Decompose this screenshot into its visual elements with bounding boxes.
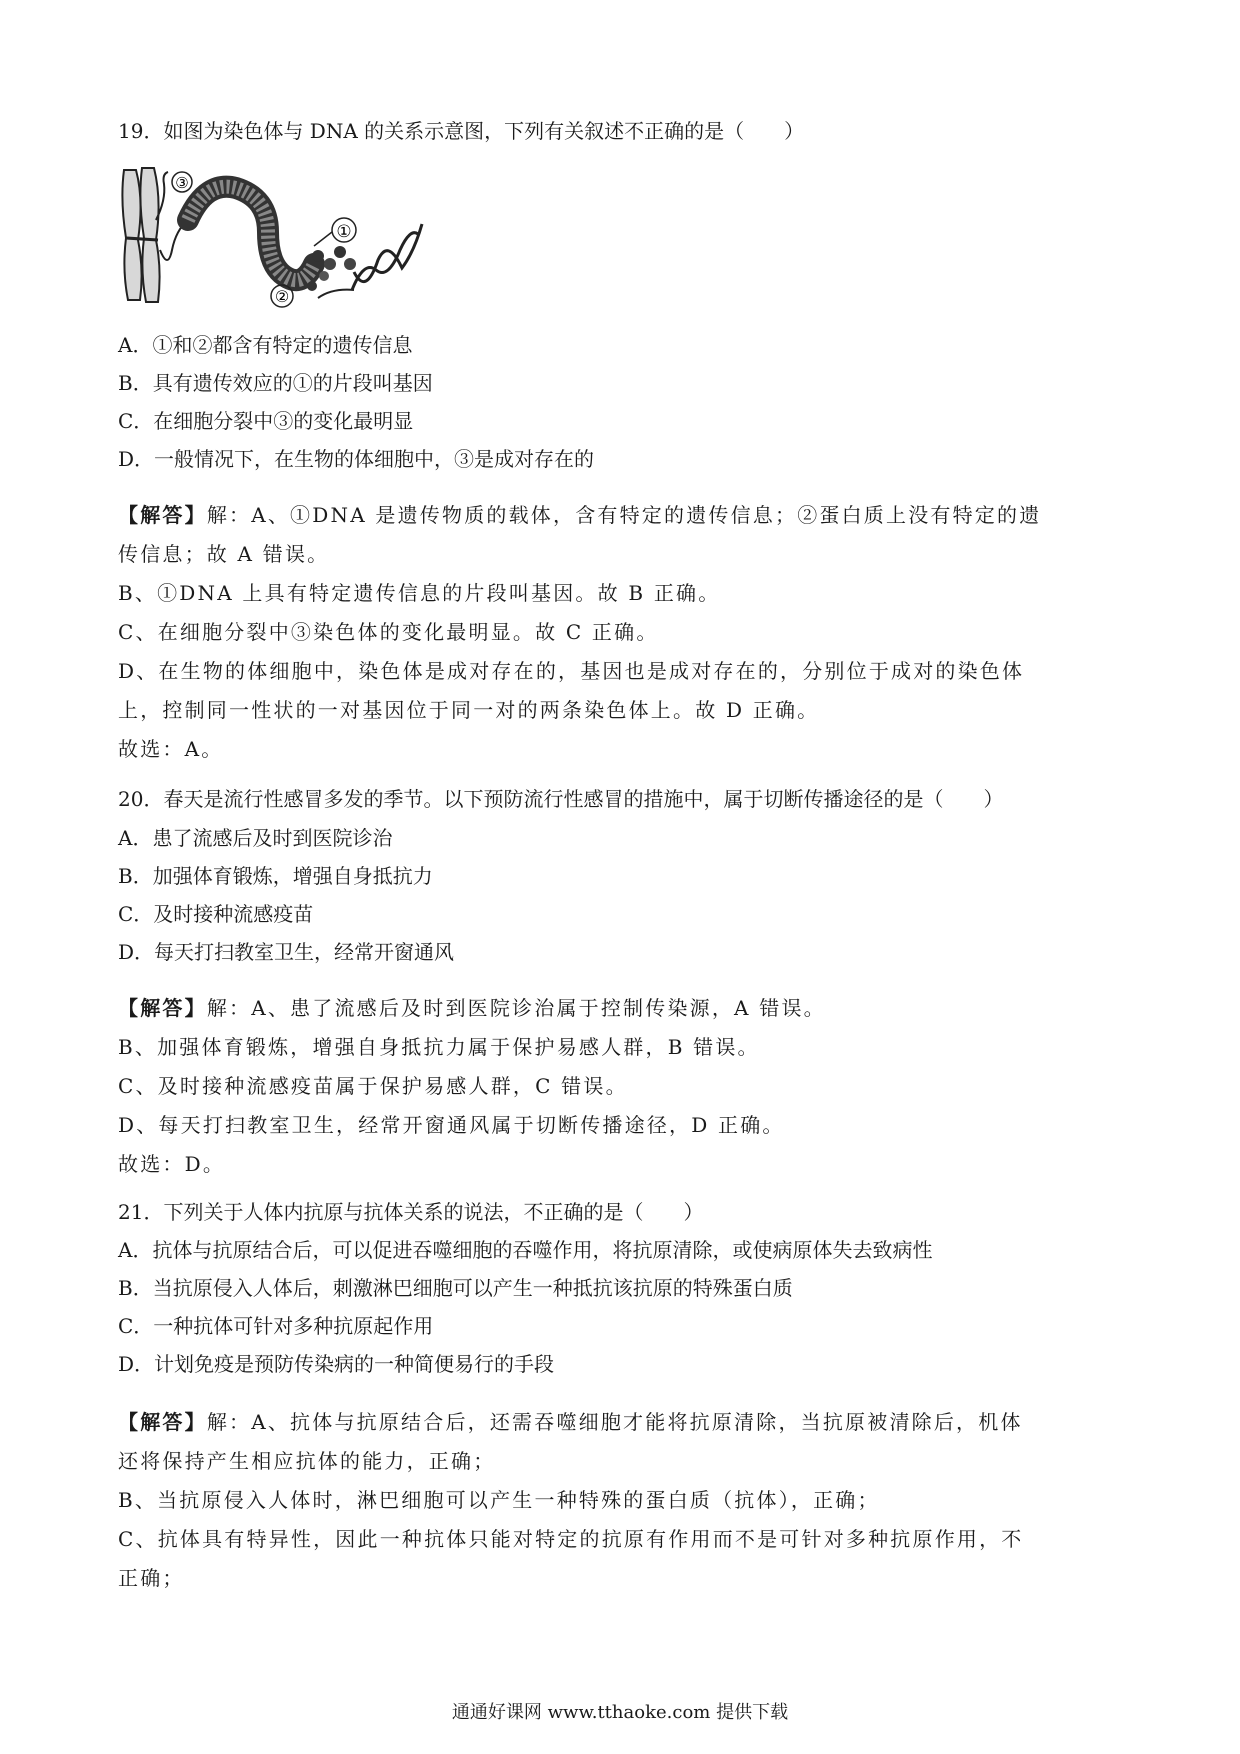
answer-label: 【解答】 [118, 1410, 207, 1434]
question-20-option-c: C．及时接种流感疫苗 [118, 902, 314, 926]
question-19-stem: 19．如图为染色体与 DNA 的关系示意图，下列有关叙述不正确的是（ ） [118, 119, 805, 143]
figure-label-1: ① [336, 222, 352, 242]
question-21-answer-line-2: 还将保持产生相应抗体的能力，正确； [118, 1449, 496, 1473]
question-21-option-a: A．抗体与抗原结合后，可以促进吞噬细胞的吞噬作用，将抗原清除，或使病原体失去致病性 [118, 1238, 933, 1262]
question-20-option-d: D．每天打扫教室卫生，经常开窗通风 [118, 940, 455, 964]
question-19-answer-line-6: 上，控制同一性状的一对基因位于同一对的两条染色体上。故 D 正确。 [118, 698, 820, 722]
question-19-option-b: B．具有遗传效应的①的片段叫基因 [118, 371, 433, 395]
question-21-option-c: C．一种抗体可针对多种抗原起作用 [118, 1314, 434, 1338]
question-19-answer-line-1: 【解答】解：A、①DNA 是遗传物质的载体，含有特定的遗传信息；②蛋白质上没有特定的遗 [118, 503, 1042, 527]
question-20-answer-line-5: 故选：D。 [118, 1152, 226, 1176]
question-20-option-b: B．加强体育锻炼，增强自身抵抗力 [118, 864, 433, 888]
question-19-option-a: A．①和②都含有特定的遗传信息 [118, 333, 413, 357]
question-21-option-b: B．当抗原侵入人体后，刺激淋巴细胞可以产生一种抵抗该抗原的特殊蛋白质 [118, 1276, 793, 1300]
page-footer: 通通好课网 www.tthaoke.com 提供下载 [451, 1702, 789, 1723]
question-20-answer-line-4: D、每天打扫教室卫生，经常开窗通风属于切断传播途径，D 正确。 [118, 1113, 785, 1137]
question-19-option-d: D．一般情况下，在生物的体细胞中，③是成对存在的 [118, 447, 595, 471]
answer-label: 【解答】 [118, 996, 207, 1020]
question-19-answer-line-4: C、在细胞分裂中③染色体的变化最明显。故 C 正确。 [118, 620, 659, 644]
question-21-stem: 21．下列关于人体内抗原与抗体关系的说法，不正确的是（ ） [118, 1200, 704, 1224]
question-19-answer-line-3: B、①DNA 上具有特定遗传信息的片段叫基因。故 B 正确。 [118, 581, 721, 605]
chromosome-dna-diagram [118, 160, 438, 310]
question-21-answer-line-1: 【解答】解：A、抗体与抗原结合后，还需吞噬细胞才能将抗原清除，当抗原被清除后，机体 [118, 1410, 1023, 1434]
answer-label: 【解答】 [118, 503, 207, 527]
question-21-answer-line-3: B、当抗原侵入人体时，淋巴细胞可以产生一种特殊的蛋白质（抗体），正确； [118, 1488, 880, 1512]
question-19-answer-line-2: 传信息；故 A 错误。 [118, 542, 330, 566]
question-21-answer-line-4: C、抗体具有特异性，因此一种抗体只能对特定的抗原有作用而不是可针对多种抗原作用，不 [118, 1527, 1024, 1551]
question-20-stem: 20．春天是流行性感冒多发的季节。以下预防流行性感冒的措施中，属于切断传播途径的是（ ） [118, 787, 1004, 811]
figure-label-3: ③ [175, 174, 189, 192]
question-20-answer-line-2: B、加强体育锻炼，增强自身抵抗力属于保护易感人群，B 错误。 [118, 1035, 760, 1059]
question-19-answer-line-5: D、在生物的体细胞中，染色体是成对存在的，基因也是成对存在的，分别位于成对的染色体 [118, 659, 1025, 683]
question-20-answer-line-3: C、及时接种流感疫苗属于保护易感人群，C 错误。 [118, 1074, 628, 1098]
question-19-option-c: C．在细胞分裂中③的变化最明显 [118, 409, 414, 433]
question-20-answer-line-1: 【解答】解：A、患了流感后及时到医院诊治属于控制传染源，A 错误。 [118, 996, 826, 1020]
question-21-answer-line-5: 正确； [118, 1566, 185, 1590]
figure-label-2: ② [274, 287, 290, 306]
question-20-option-a: A．患了流感后及时到医院诊治 [118, 826, 393, 850]
question-19-answer-line-7: 故选：A。 [118, 737, 224, 761]
question-21-option-d: D．计划免疫是预防传染病的一种简便易行的手段 [118, 1352, 555, 1376]
